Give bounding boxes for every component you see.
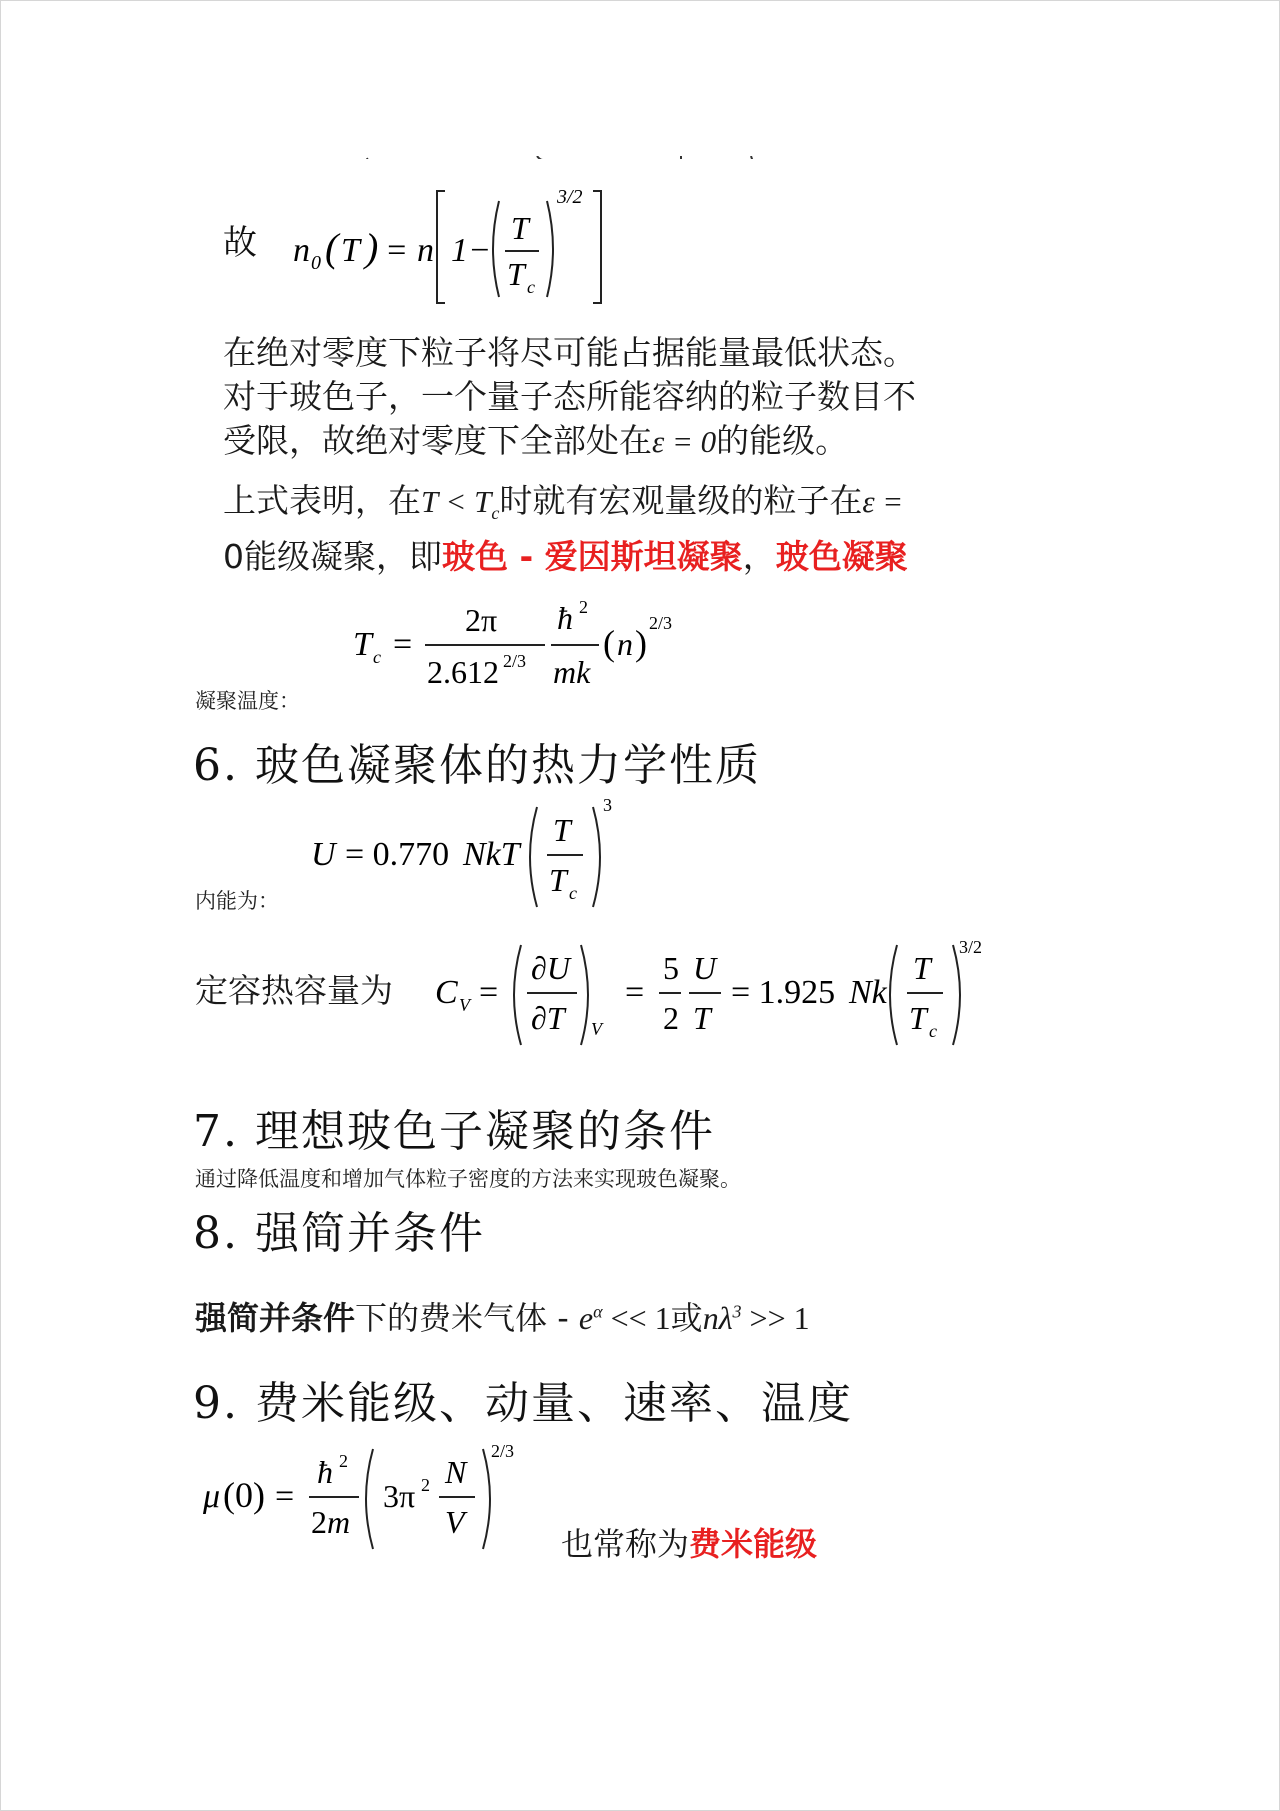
svg-text:μ: μ [203,1478,221,1515]
cropped-line-fragment [361,151,981,159]
condition-t-lt-tc [421,484,500,524]
svg-text:1−: 1− [451,232,491,269]
svg-text:=: = [393,626,413,663]
svg-text:=: = [385,232,408,269]
svg-text:2: 2 [663,1000,679,1036]
svg-text:2m: 2m [311,1504,351,1540]
condition-text: T < T [421,484,492,519]
less-than-one: << 1 [602,1300,671,1336]
svg-text:T: T [353,626,372,663]
svg-text:): ) [635,623,647,663]
svg-text:=: = [275,1478,295,1515]
svg-text:3/2: 3/2 [557,189,583,208]
condition-sub: c [491,503,500,524]
fermi-level-formula [199,1435,539,1555]
condensation-method-text: 通过降低温度和增加气体粒子密度的方法来实现玻色凝聚。 [195,1167,741,1191]
heat-capacity-formula [431,931,991,1051]
tc-formula [347,593,687,693]
n-lambda [703,1300,742,1336]
strong-degeneracy-line [195,1293,810,1339]
svg-text:n: n [617,626,633,662]
svg-text:∂T: ∂T [531,1000,565,1036]
strong-degeneracy-term: 强简并条件 [195,1299,356,1337]
svg-text:c: c [373,647,381,667]
para1-line2: 对于玻色子，一个量子态所能容纳的粒子数目不 [223,377,916,416]
e-symbol: e [578,1300,594,1336]
svg-text:2π: 2π [465,602,498,638]
svg-text:Nk: Nk [849,974,887,1011]
para2-text-a: 上式表明，在 [223,481,421,520]
svg-text:2: 2 [339,1451,348,1471]
fermi-level-note [561,1519,817,1565]
epsilon-eq: ε = [862,484,904,519]
svg-text:2/3: 2/3 [503,651,527,671]
bec-term: 玻色 - 爱因斯坦凝聚 [442,537,743,577]
svg-text:): ) [365,225,379,270]
svg-text:(: ( [325,225,339,270]
svg-text:n: n [293,232,310,269]
svg-text:T: T [549,862,567,898]
epsilon-zero: ε = 0 [652,424,717,459]
internal-energy-label: 内能为： [195,889,279,913]
svg-text:3/2: 3/2 [959,937,983,957]
svg-text:ħ: ħ [317,1454,333,1490]
svg-text:2/3: 2/3 [491,1441,515,1461]
heading-7: 7. 理想玻色子凝聚的条件 [193,1106,715,1157]
svg-text:T: T [553,812,571,848]
heading-6: 6. 玻色凝聚体的热力学性质 [193,740,761,791]
svg-text:=: = [625,974,645,1011]
svg-text:5: 5 [663,950,679,986]
internal-energy-formula [305,793,625,913]
comma: ， [742,537,776,577]
n-lambda-symbol: nλ [702,1300,733,1336]
or-text: 或 [670,1299,703,1337]
svg-text:2: 2 [421,1475,430,1495]
svg-text:NkT: NkT [463,836,520,873]
svg-text:(0): (0) [223,1475,265,1515]
svg-text:∂U: ∂U [531,950,570,986]
svg-text:(: ( [603,623,615,663]
svg-text:0: 0 [311,252,321,274]
svg-text:T: T [909,1000,927,1036]
para-condensation [223,479,1043,579]
svg-text:U: U [311,836,336,873]
gu-label: 故 [223,223,257,263]
svg-text:mk: mk [553,654,591,690]
also-called-text: 也常称为 [561,1525,690,1563]
para-zero-temperature [223,331,1023,464]
svg-text:T: T [507,256,525,292]
svg-text:V: V [445,1504,465,1540]
exp-alpha [579,1300,603,1336]
n0-formula-svg [293,189,613,309]
heading-9: 9. 费米能级、动量、速率、温度 [193,1378,853,1429]
svg-text:= 1.925: = 1.925 [731,974,836,1011]
svg-text:3: 3 [603,795,612,815]
svg-text:2.612: 2.612 [427,654,499,690]
alpha-symbol: α [593,1301,603,1322]
svg-text:T: T [341,232,360,269]
para1-line1: 在绝对零度下粒子将尽可能占据能量最低状态。 [223,333,916,372]
svg-text:C: C [435,974,458,1011]
svg-text:=: = [479,974,499,1011]
para1-line3-end: 的能级。 [716,421,849,460]
para2-line2 [223,535,1043,579]
svg-text:V: V [459,995,470,1015]
para1-line3 [223,419,1023,464]
svg-text:2/3: 2/3 [649,613,673,633]
greater-than-one: >> 1 [741,1300,810,1336]
svg-text:c: c [527,277,535,297]
svg-text:= 0.770: = 0.770 [345,836,450,873]
svg-text:U: U [693,950,717,986]
fermi-level-term: 费米能级 [689,1525,818,1563]
svg-text:T: T [693,1000,711,1036]
svg-text:T: T [511,210,529,246]
para2-text-b: 时就有宏观量级的粒子在 [499,481,863,520]
para2-line1 [223,479,1043,535]
svg-text:3π: 3π [383,1478,416,1514]
tc-label: 凝聚温度： [195,689,300,713]
svg-text:2: 2 [579,597,588,617]
fermi-gas-text: 下的费米气体 - [355,1299,579,1337]
svg-text:c: c [569,883,577,903]
para1-line3-text: 受限，故绝对零度下全部处在 [223,421,652,460]
cube-symbol: 3 [732,1301,742,1322]
svg-text:V: V [591,1019,602,1039]
svg-text:ħ: ħ [557,600,573,636]
cv-label: 定容热容量为 [195,971,393,1010]
svg-text:c: c [929,1021,937,1041]
para2-text-c: 0能级凝聚，即 [223,537,442,577]
svg-text:N: N [445,1454,467,1490]
svg-text:T: T [913,950,931,986]
bose-condensation-term: 玻色凝聚 [775,537,908,577]
svg-text:n: n [417,232,434,269]
heading-8: 8. 强简并条件 [193,1208,485,1259]
